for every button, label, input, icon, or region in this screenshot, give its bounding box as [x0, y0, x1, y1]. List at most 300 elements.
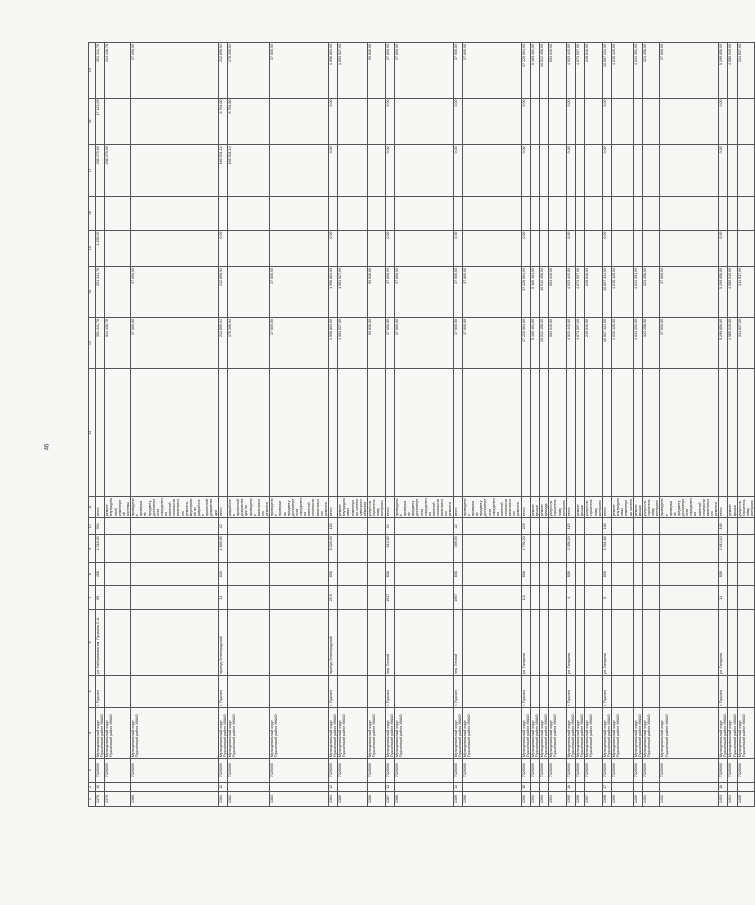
- table-cell: 1 903 027,00: [338, 266, 368, 317]
- table-row: [131, 43, 219, 807]
- table-cell: [105, 609, 131, 675]
- table-cell: [462, 675, 521, 707]
- table-cell: ремонт фасада: [540, 497, 549, 518]
- table-cell: Муниципальный округ Пушкинский район ХМАО: [566, 707, 575, 758]
- table-cell: 37 600,00: [453, 318, 462, 369]
- table-row: [105, 43, 131, 807]
- table-row: [385, 43, 394, 807]
- table-cell: итого: [521, 497, 530, 518]
- table-cell: 553 045,00: [549, 43, 567, 99]
- table-cell: [633, 586, 642, 609]
- table-cell: 93 836,00: [368, 318, 386, 369]
- table-cell: [530, 518, 539, 535]
- table-row: [612, 43, 634, 807]
- table-cell: 1385: [338, 792, 368, 807]
- table-cell: [612, 586, 634, 609]
- table-cell: [131, 675, 219, 707]
- table-cell: [642, 196, 660, 230]
- table-cell: [540, 230, 549, 266]
- table-row: [453, 43, 462, 807]
- table-cell: [576, 230, 585, 266]
- table-cell: 1386: [368, 792, 386, 807]
- table-cell: 7326000: [549, 759, 567, 782]
- table-cell: 3 351,60: [602, 535, 611, 563]
- table-cell: [660, 518, 719, 535]
- table-cell: [660, 196, 719, 230]
- table-cell: 5 299 856,00: [719, 43, 728, 99]
- table-cell: [642, 782, 660, 792]
- table-cell: [612, 609, 634, 675]
- table-cell: 1389: [453, 792, 462, 807]
- table-cell: [612, 196, 634, 230]
- table-cell: 2 356,20: [566, 535, 575, 563]
- table-cell: 1 996 863,00: [328, 266, 337, 317]
- table-cell: [453, 196, 462, 230]
- table-cell: [530, 535, 539, 563]
- table-cell: 37 600,00: [270, 266, 329, 317]
- table-cell: [633, 369, 642, 497]
- table-cell: 37 600,00: [385, 318, 394, 369]
- table-cell: Муниципальный округ Пушкинский район ХМАО: [131, 707, 219, 758]
- table-cell: 1 903 027,00: [338, 43, 368, 99]
- table-cell: 7326000: [270, 759, 329, 782]
- table-cell: [462, 518, 521, 535]
- table-cell: [530, 230, 539, 266]
- table-cell: 1381: [218, 792, 227, 807]
- table-cell: [227, 230, 269, 266]
- table-cell: 7326000: [540, 759, 549, 782]
- table-cell: [462, 145, 521, 196]
- table-cell: 8 764,80: [218, 98, 227, 145]
- table-cell: [540, 98, 549, 145]
- table-cell: 838: [385, 563, 394, 586]
- table-cell: Муниципальный округ Пушкинский район ХМАО: [660, 707, 719, 758]
- table-cell: 1917: [385, 586, 394, 609]
- table-cell: ремонт внутридомовых инженерных систем: [612, 498, 633, 517]
- table-cell: [737, 230, 755, 266]
- table-cell: итого: [602, 497, 611, 518]
- table-cell: [576, 369, 585, 497]
- table-row: [728, 43, 737, 807]
- table-cell: [131, 196, 219, 230]
- table-cell: 22: [453, 518, 462, 535]
- table-cell: [385, 196, 394, 230]
- table-cell: [368, 518, 386, 535]
- table-cell: 630: [218, 563, 227, 586]
- table-cell: 1380: [131, 792, 219, 807]
- table-cell: 37 000,00: [131, 318, 219, 369]
- table-cell: [719, 369, 728, 497]
- table-cell: 7326000: [394, 759, 453, 782]
- table-cell: [227, 609, 269, 675]
- table-cell: 85: [96, 586, 105, 609]
- table-cell: [131, 230, 219, 266]
- table-cell: 1387: [385, 792, 394, 807]
- table-cell: 180: [602, 518, 611, 535]
- table-cell: [462, 369, 521, 497]
- table-cell: 7326000: [576, 759, 585, 782]
- table-cell: [728, 782, 737, 792]
- table-cell: [612, 535, 634, 563]
- table-cell: [737, 535, 755, 563]
- table-cell: [530, 675, 539, 707]
- table-cell: 0,00: [385, 145, 394, 196]
- table-cell: 4 673 597,00: [576, 318, 585, 369]
- table-cell: [338, 145, 368, 196]
- column-number-2: 2: [89, 782, 96, 792]
- table-row: [737, 43, 755, 807]
- table-cell: [338, 369, 368, 497]
- table-cell: Муниципальный округ Пушкинский район ХМАО: [633, 707, 642, 758]
- table-cell: 37 600,00: [462, 318, 521, 369]
- table-cell: [368, 782, 386, 792]
- table-cell: Муниципальный округ Пушкинский район ХМАО: [270, 707, 329, 758]
- table-cell: 10 807 324,00: [602, 266, 611, 317]
- table-cell: [612, 563, 634, 586]
- table-cell: [131, 609, 219, 675]
- table-cell: [585, 675, 603, 707]
- table-cell: [105, 535, 131, 563]
- column-number-18: 18: [89, 98, 96, 145]
- table-cell: [585, 586, 603, 609]
- table-cell: [660, 782, 719, 792]
- table-cell: пер. Лесной: [453, 609, 462, 675]
- table-cell: 7326000: [338, 759, 368, 782]
- table-cell: 37 600,00: [385, 266, 394, 317]
- table-cell: 249 846,00: [585, 43, 603, 99]
- table-cell: 8 764,80: [227, 98, 269, 145]
- table-cell: [131, 98, 219, 145]
- table-cell: [585, 535, 603, 563]
- table-cell: Муниципальный округ Пушкинский район ХМАО: [540, 707, 549, 758]
- table-cell: [549, 586, 567, 609]
- column-number-14: 14: [89, 266, 96, 317]
- table-cell: [576, 586, 585, 609]
- table-cell: [737, 196, 755, 230]
- table-cell: ремонт крыши: [633, 497, 642, 518]
- table-cell: 7326000: [719, 759, 728, 782]
- table-cell: [227, 535, 269, 563]
- table-cell: [576, 518, 585, 535]
- table-cell: итого: [218, 497, 227, 518]
- table-cell: 0,00: [566, 145, 575, 196]
- table-cell: [394, 98, 453, 145]
- table-cell: [585, 196, 603, 230]
- table-cell: [105, 369, 131, 497]
- table-cell: 0,00: [521, 98, 530, 145]
- table-cell: 10 512 458,00: [540, 43, 549, 99]
- table-cell: 7326000: [737, 759, 755, 782]
- table-cell: 249 846,00: [585, 318, 603, 369]
- column-number-11: 11: [89, 497, 96, 518]
- table-cell: [394, 518, 453, 535]
- table-cell: 1405: [737, 792, 755, 807]
- table-cell: [462, 98, 521, 145]
- table-cell: [540, 369, 549, 497]
- table-cell: 5 160 461,00: [530, 318, 539, 369]
- table-cell: 0,00: [328, 98, 337, 145]
- table-row: [585, 43, 603, 807]
- table-row: [642, 43, 660, 807]
- column-number-19: 19: [89, 43, 96, 99]
- table-cell: [728, 563, 737, 586]
- table-row: [633, 43, 642, 807]
- table-cell: 1390: [462, 792, 521, 807]
- table-cell: 2 913,10: [719, 535, 728, 563]
- table-cell: [227, 563, 269, 586]
- table-cell: 458: [96, 563, 105, 586]
- table-cell: 298 379,69: [96, 145, 105, 196]
- table-cell: 175 295,94: [227, 318, 269, 369]
- table-cell: итого: [566, 497, 575, 518]
- table-cell: ремонт внутридомовых инженерных систем электроснабжения: [338, 498, 367, 517]
- table-cell: [566, 369, 575, 497]
- table-cell: [728, 518, 737, 535]
- table-cell: ремонт крыши: [530, 497, 539, 518]
- table-cell: [131, 145, 219, 196]
- table-cell: Муниципальный округ Пушкинский район ХМАО: [338, 707, 368, 758]
- column-number-3: 3: [89, 759, 96, 782]
- table-cell: 0,00: [602, 98, 611, 145]
- table-cell: [105, 675, 131, 707]
- table-cell: 1 996 863,00: [328, 43, 337, 99]
- table-cell: 7326000: [227, 759, 269, 782]
- table-cell: [394, 586, 453, 609]
- table-cell: [737, 518, 755, 535]
- table-row: [576, 43, 585, 807]
- table-cell: [549, 675, 567, 707]
- table-cell: [728, 609, 737, 675]
- table-cell: [612, 518, 634, 535]
- table-cell: [576, 675, 585, 707]
- table-cell: [728, 98, 737, 145]
- table-row: [530, 43, 539, 807]
- table-row: [368, 43, 386, 807]
- table-cell: 24: [385, 518, 394, 535]
- table-cell: [642, 145, 660, 196]
- page-number: 46: [44, 443, 51, 451]
- table-cell: Муниципальный округ Пушкинский район ХМАО: [368, 707, 386, 758]
- table-cell: [612, 369, 634, 497]
- table-row: [328, 43, 337, 807]
- table-cell: [96, 196, 105, 230]
- table-cell: 1400: [633, 792, 642, 807]
- table-cell: ул. Гагарина: [521, 609, 530, 675]
- table-cell: [227, 586, 269, 609]
- table-cell: итого: [453, 497, 462, 518]
- table-cell: [338, 196, 368, 230]
- table-cell: [585, 98, 603, 145]
- table-cell: 1382: [227, 792, 269, 807]
- table-cell: 1379: [105, 792, 131, 807]
- table-cell: [530, 782, 539, 792]
- table-cell: г. Пушкин: [453, 675, 462, 707]
- table-cell: Муниципальный округ Пушкинский район ХМАО: [530, 707, 539, 758]
- table-cell: Муниципальный округ Пушкинский район ХМАО: [218, 707, 227, 758]
- table-cell: 4 985 019,00: [728, 266, 737, 317]
- table-cell: пер. Лесной: [385, 609, 394, 675]
- column-number-9: 9: [89, 535, 96, 563]
- table-cell: 4 015 125,00: [612, 266, 634, 317]
- capital-repair-table: [88, 42, 755, 807]
- table-cell: 4 644 391,00: [633, 318, 642, 369]
- table-row: [719, 43, 728, 807]
- table-cell: [549, 98, 567, 145]
- table-cell: Муниципальный округ Пушкинский район ХМАО: [585, 707, 603, 758]
- table-cell: 212 895,94: [218, 266, 227, 317]
- table-cell: [462, 196, 521, 230]
- table-cell: ул. Гагарина: [602, 609, 611, 675]
- table-cell: г. Пушкин: [96, 675, 105, 707]
- table-cell: [660, 145, 719, 196]
- table-cell: [462, 563, 521, 586]
- table-cell: [576, 609, 585, 675]
- table-cell: [737, 586, 755, 609]
- table-cell: 37 600,00: [462, 266, 521, 317]
- table-cell: 16: [566, 782, 575, 792]
- table-cell: 37 600,00: [385, 43, 394, 99]
- table-cell: 11: [218, 782, 227, 792]
- table-cell: [368, 563, 386, 586]
- table-cell: 1402: [660, 792, 719, 807]
- table-cell: 0,00: [453, 145, 462, 196]
- table-cell: 1403: [719, 792, 728, 807]
- table-cell: [462, 782, 521, 792]
- table-cell: [530, 609, 539, 675]
- table-cell: г. Пушкин: [218, 675, 227, 707]
- table-cell: Муниципальный округ Пушкинский район ХМАО: [602, 707, 611, 758]
- table-cell: 1392: [530, 792, 539, 807]
- table-cell: 553 045,00: [549, 266, 567, 317]
- table-cell: [328, 196, 337, 230]
- table-cell: [728, 369, 737, 497]
- table-row: [540, 43, 549, 807]
- table-cell: [728, 535, 737, 563]
- table-cell: [540, 196, 549, 230]
- table-cell: [612, 230, 634, 266]
- table-cell: [270, 196, 329, 230]
- table-cell: [642, 586, 660, 609]
- table-cell: г. Пушкин: [719, 675, 728, 707]
- table-cell: [660, 675, 719, 707]
- table-cell: 4 923 443,00: [566, 43, 575, 99]
- table-cell: [549, 230, 567, 266]
- table-cell: [270, 586, 329, 609]
- table-cell: [576, 196, 585, 230]
- table-cell: [660, 609, 719, 675]
- table-cell: Муниципальный округ Пушкинский район ХМАО: [227, 707, 269, 758]
- table-cell: 1384: [328, 792, 337, 807]
- table-cell: 7326000: [633, 759, 642, 782]
- table-cell: [540, 535, 549, 563]
- table-cell: Муниципальный округ Пушкинский район ХМАО: [576, 707, 585, 758]
- table-cell: итого: [719, 497, 728, 518]
- table-cell: 37 600,00: [394, 43, 453, 99]
- table-cell: 1396: [576, 792, 585, 807]
- column-number-12: 12: [89, 369, 96, 497]
- table-cell: [368, 675, 386, 707]
- table-cell: услуги по строительному контролю: [585, 497, 603, 518]
- table-cell: 7326000: [131, 759, 219, 782]
- table-cell: 1/3: [521, 586, 530, 609]
- table-cell: [737, 675, 755, 707]
- table-cell: 93 836,00: [368, 266, 386, 317]
- table-cell: 4 673 597,00: [576, 43, 585, 99]
- table-cell: 0,00: [385, 230, 394, 266]
- table-cell: 298 379,69: [105, 145, 131, 196]
- table-cell: [602, 196, 611, 230]
- table-cell: Муниципальный округ Пушкинский район ХМАО: [612, 707, 634, 758]
- table-row: [218, 43, 227, 807]
- table-cell: 613,90: [385, 535, 394, 563]
- table-cell: 1388: [394, 792, 453, 807]
- table-cell: [394, 609, 453, 675]
- table-cell: [737, 98, 755, 145]
- table-cell: [105, 563, 131, 586]
- table-cell: [633, 196, 642, 230]
- table-cell: 12: [328, 782, 337, 792]
- column-number-1: 1: [89, 792, 96, 807]
- table-cell: Муниципальный округ Пушкинский район ХМАО: [728, 707, 737, 758]
- table-cell: [540, 145, 549, 196]
- table-cell: [642, 369, 660, 497]
- table-cell: [227, 675, 269, 707]
- table-cell: [368, 196, 386, 230]
- table-cell: 858: [453, 563, 462, 586]
- table-cell: 858: [328, 563, 337, 586]
- table-row: [462, 43, 521, 807]
- table-cell: [462, 535, 521, 563]
- table-cell: [660, 230, 719, 266]
- table-cell: [737, 782, 755, 792]
- table-cell: 1383: [270, 792, 329, 807]
- column-number-16: 16: [89, 196, 96, 230]
- table-cell: [131, 518, 219, 535]
- table-cell: 4 673 597,00: [576, 266, 585, 317]
- table-cell: [394, 535, 453, 563]
- table-body: [96, 43, 755, 807]
- table-cell: 351 341,76: [96, 43, 105, 99]
- table-cell: г. Пушкин: [602, 675, 611, 707]
- table-cell: [660, 369, 719, 497]
- table-cell: [270, 230, 329, 266]
- table-cell: [728, 675, 737, 707]
- table-cell: 166 531,14: [218, 145, 227, 196]
- table-cell: 323 258,00: [642, 43, 660, 99]
- table-cell: [338, 675, 368, 707]
- table-cell: 0,00: [385, 98, 394, 145]
- table-cell: [270, 145, 329, 196]
- table-cell: [737, 369, 755, 497]
- table-cell: [270, 563, 329, 586]
- table-row: [96, 43, 105, 807]
- table-cell: г. Пушкин: [385, 675, 394, 707]
- table-cell: 5: [602, 586, 611, 609]
- table-cell: [576, 563, 585, 586]
- table-cell: 0,00: [453, 230, 462, 266]
- table-cell: 37 600,00: [660, 318, 719, 369]
- table-row: [270, 43, 329, 807]
- table-cell: ул. Гагарина: [719, 609, 728, 675]
- table-cell: 23.5: [328, 586, 337, 609]
- table-cell: [394, 369, 453, 497]
- table-cell: [270, 675, 329, 707]
- table-cell: 17 225 964,00: [521, 318, 530, 369]
- table-cell: [530, 563, 539, 586]
- table-cell: 7326000: [105, 759, 131, 782]
- table-cell: [549, 609, 567, 675]
- table-cell: 323 258,00: [642, 266, 660, 317]
